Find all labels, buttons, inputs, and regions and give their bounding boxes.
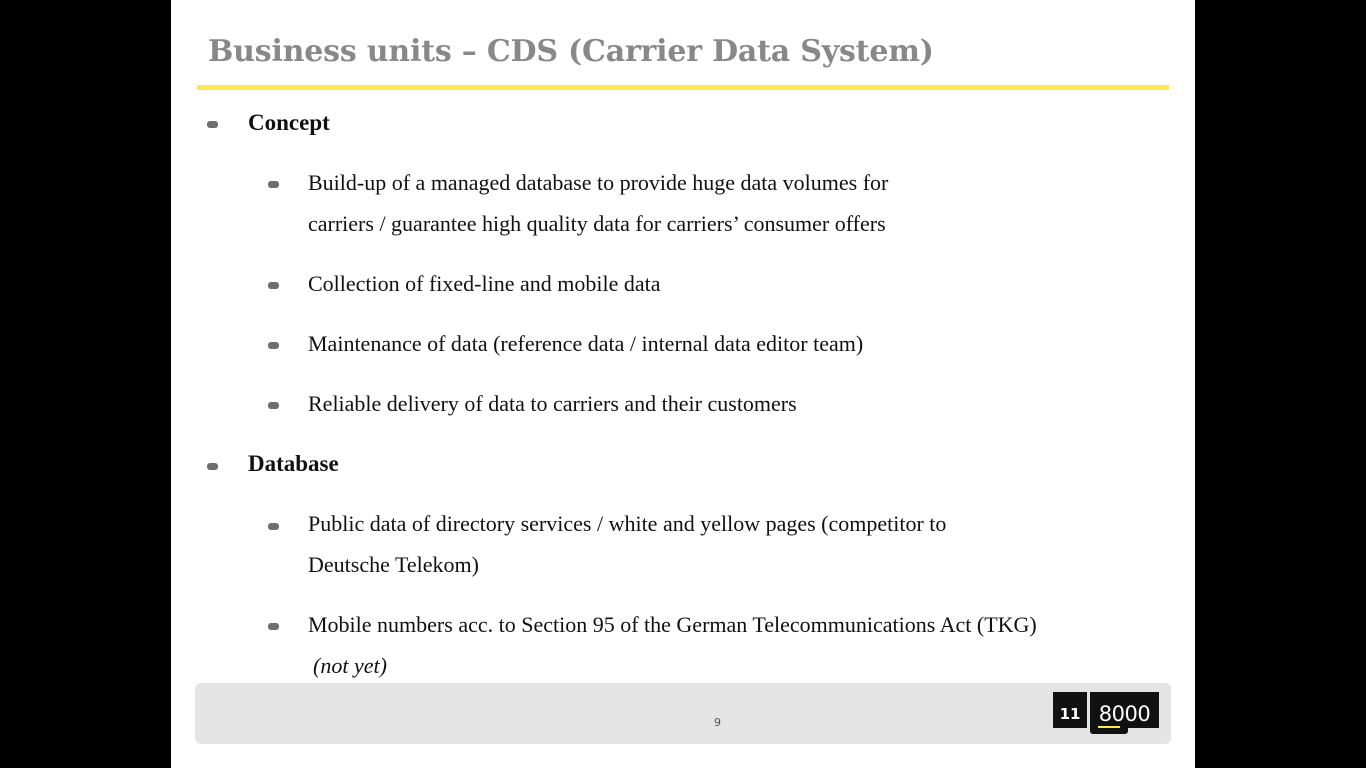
list-item-line: Collection of fixed-line and mobile data — [308, 271, 661, 296]
bullet-icon — [268, 402, 279, 409]
page-number: 9 — [714, 716, 721, 729]
list-item-line: Maintenance of data (reference data / internal data editor team) — [308, 331, 864, 356]
brand-logo — [1053, 692, 1159, 734]
list-item-line: Deutsche Telekom) — [308, 552, 479, 577]
slide-footer — [195, 683, 1171, 744]
slide — [171, 0, 1195, 768]
logo-right-block: 8000 — [1090, 692, 1159, 728]
list-item-line: Public data of directory services / white and yellow pages (competitor to — [308, 511, 947, 536]
section-heading-database: Database — [248, 451, 339, 476]
logo-underline — [1098, 726, 1120, 728]
section-heading-concept: Concept — [248, 110, 330, 135]
title-underline — [197, 85, 1169, 90]
list-item-line: Reliable delivery of data to carriers and their customers — [308, 391, 797, 416]
bullet-icon — [268, 282, 279, 289]
list-item-note: (not yet) — [313, 653, 387, 678]
logo-left-block: 11 — [1053, 692, 1087, 728]
bullet-icon — [268, 181, 279, 188]
list-item-line: carriers / guarantee high quality data for carriers’ consumer offers — [308, 211, 886, 236]
bullet-icon — [207, 463, 218, 470]
list-item-line: Mobile numbers acc. to Section 95 of the German Telecommunications Act (TKG) — [308, 612, 1037, 637]
slide-title: Business units – CDS (Carrier Data System) — [208, 34, 934, 69]
bullet-icon — [268, 342, 279, 349]
bullet-icon — [268, 623, 279, 630]
bullet-icon — [268, 523, 279, 530]
bullet-icon — [207, 121, 218, 128]
list-item-line: Build-up of a managed database to provide huge data volumes for — [308, 170, 889, 195]
